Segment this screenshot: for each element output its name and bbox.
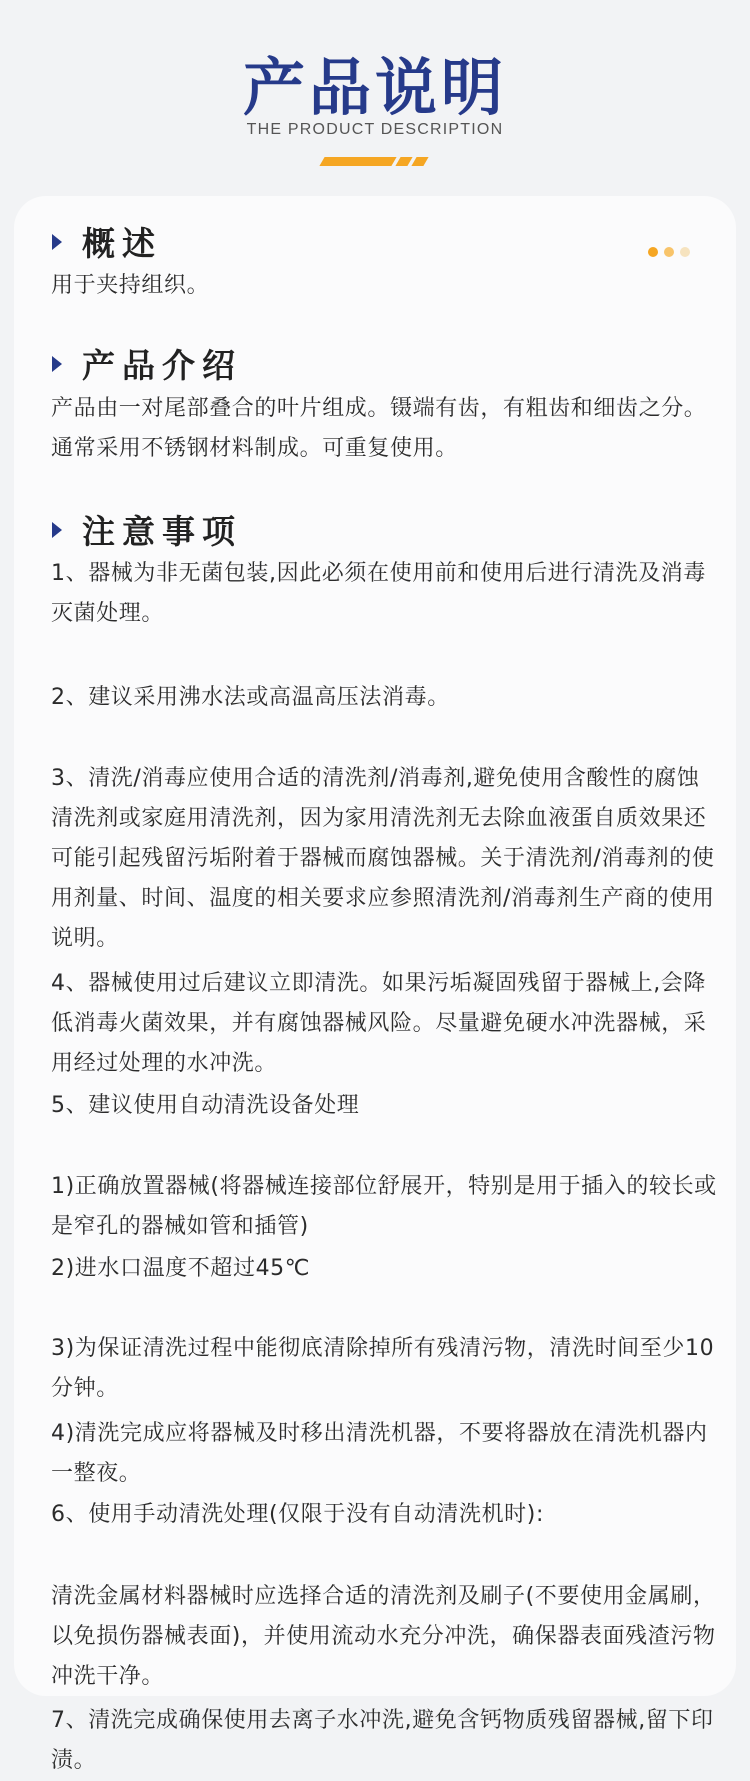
page-title: 产品说明 bbox=[242, 51, 507, 124]
accent-bar bbox=[411, 157, 428, 166]
content-card bbox=[14, 196, 736, 1773]
dot-icon bbox=[648, 247, 658, 257]
note-item: 5、建议使用自动清洗设备处理 bbox=[51, 1093, 360, 1118]
note-item: 清洗金属材料器械时应选择合适的清洗剂及刷子(不要使用金属刷，以免损伤器械表面)，并使用流动水充分冲洗，确保器表面残渣污物冲洗干净。 bbox=[51, 1584, 716, 1689]
note-item: 7、清洗完成确保使用去离子水冲洗,避免含钙物质残留器械,留下印渍。 bbox=[51, 1708, 714, 1773]
note-item: 2)进水口温度不超过45℃ bbox=[51, 1256, 311, 1281]
note-item: 4)清洗完成应将器械及时移出清洗机器，不要将器放在清洗机器内一整夜。 bbox=[51, 1421, 708, 1486]
section-title: 注意事项 bbox=[82, 512, 242, 551]
note-item: 2、建议采用沸水法或高温高压法消毒。 bbox=[51, 685, 450, 710]
note-item: 1、器械为非无菌包装,因此必须在使用前和使用后进行清洗及消毒灭菌处理。 bbox=[51, 561, 706, 626]
triangle-bullet-icon bbox=[52, 356, 62, 372]
section-header-overview bbox=[52, 218, 162, 265]
note-item: 6、使用手动清洗处理(仅限于没有自动清洗机时): bbox=[51, 1502, 544, 1527]
note-item: 4、器械使用过后建议立即清洗。如果污垢凝固残留于器械上,会降低消毒火菌效果，并有腐蚀器械风险。尽量避免硬水冲洗器械，采用经过处理的水冲洗。 bbox=[51, 971, 707, 1076]
title-accent-bars bbox=[322, 157, 430, 166]
section-header-notes bbox=[52, 506, 242, 553]
note-item: 3、清洗/消毒应使用合适的清洗剂/消毒剂,避免使用含酸性的腐蚀清洗剂或家庭用清洗剂，因为家用清洗剂无去除血液蛋自质效果还可能引起残留污垢附着于器械而腐蚀器械。关于清洗剂/消毒剂的使用剂量、时间、温度的相关要求应参照清洗剂/消毒剂生产商的使用说明。 bbox=[51, 766, 715, 951]
page-subtitle: THE PRODUCT DESCRIPTION bbox=[246, 121, 504, 138]
section-header-intro bbox=[52, 340, 242, 387]
overview-text: 用于夹持组织。 bbox=[51, 273, 210, 298]
decorative-dots bbox=[642, 242, 690, 261]
section-title: 产品介绍 bbox=[82, 346, 242, 385]
note-item: 3)为保证清洗过程中能彻底清除掉所有残清污物，清洗时间至少10分钟。 bbox=[51, 1336, 715, 1401]
accent-bar bbox=[395, 157, 412, 166]
intro-text: 产品由一对尾部叠合的叶片组成。镊端有齿，有粗齿和细齿之分。通常采用不锈钢材料制成。可重复使用。 bbox=[51, 396, 707, 461]
note-item: 1)正确放置器械(将器械连接部位舒展开，特别是用于插入的较长或是窄孔的器械如管和插管) bbox=[51, 1174, 717, 1239]
dot-icon bbox=[664, 247, 674, 257]
triangle-bullet-icon bbox=[52, 234, 62, 250]
triangle-bullet-icon bbox=[52, 522, 62, 538]
section-title: 概述 bbox=[82, 224, 162, 263]
page-header bbox=[0, 0, 750, 195]
accent-bar bbox=[319, 157, 396, 166]
dot-icon bbox=[680, 247, 690, 257]
